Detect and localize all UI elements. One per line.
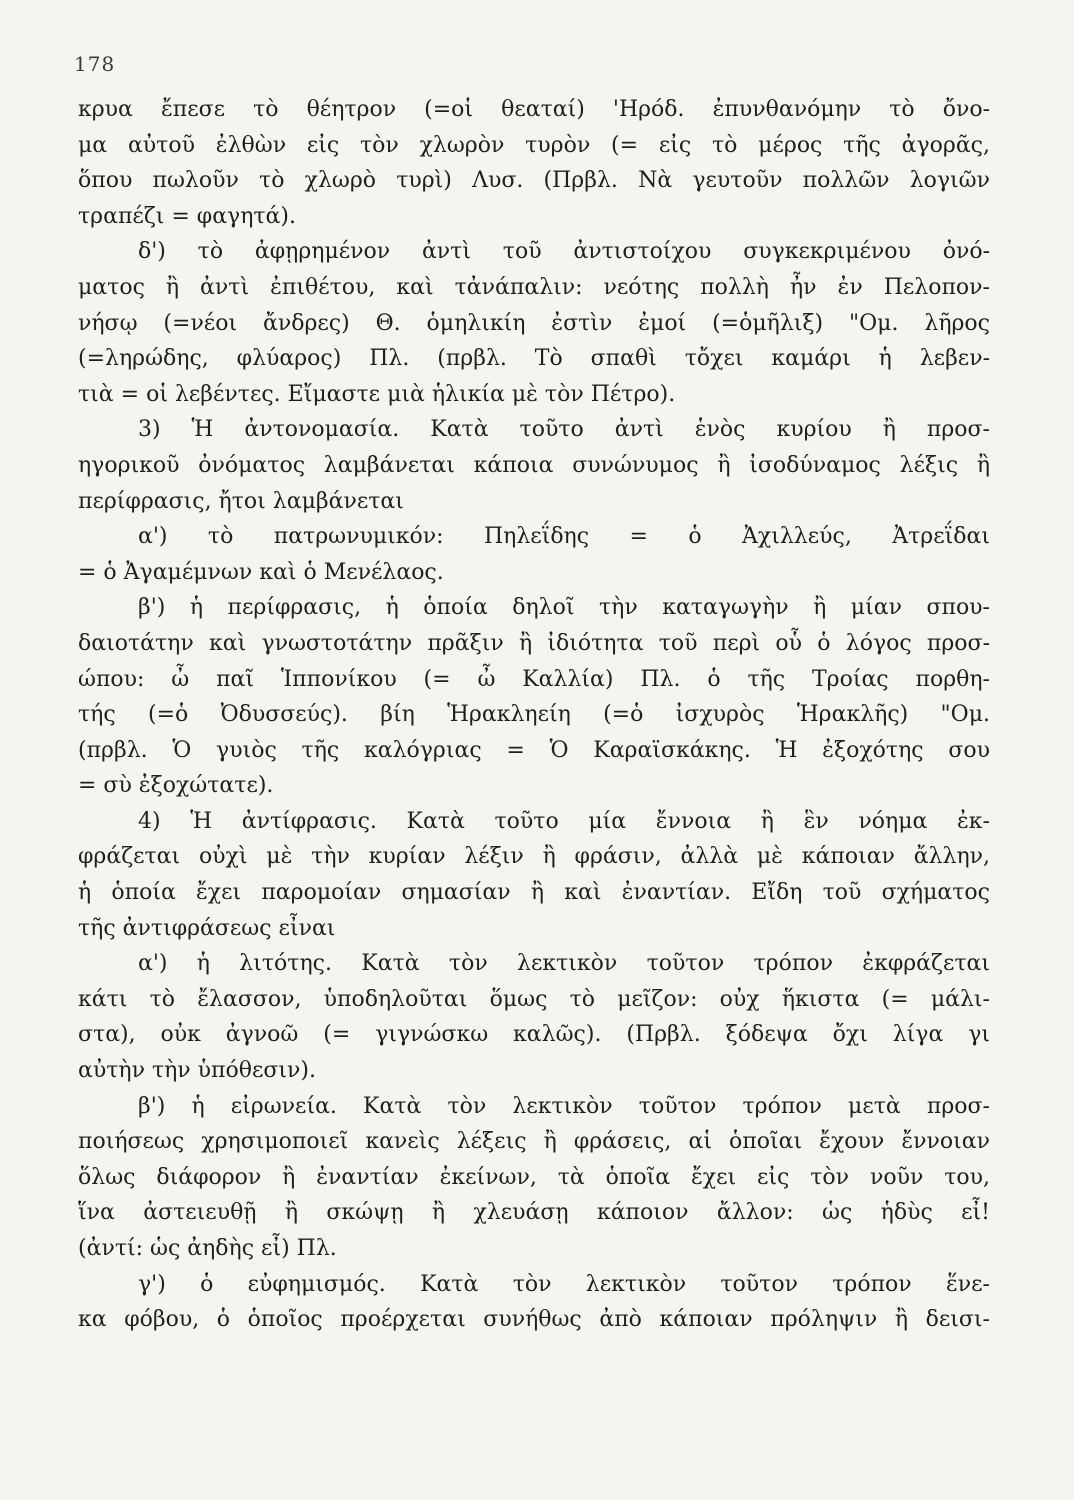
text-line: = ὁ Ἀγαμέμνων καὶ ὁ Μενέλαος. xyxy=(78,559,444,585)
text-line: αὐτὴν τὴν ὑπόθεσιν). xyxy=(78,1058,316,1084)
text-line: (=ληρώδης, φλύαρος) Πλ. (πρβλ. Τὸ σπαθὶ τὄχει καμάρι ἡ λεβεν- xyxy=(78,346,990,372)
text-line: ἵνα ἀστειευθῇ ἢ σκώψῃ ἢ χλευάσῃ κάποιον ἄλλον: ὡς ἡδὺς εἶ! xyxy=(78,1200,990,1226)
text-line: ὅπου πωλοῦν τὸ χλωρὸ τυρὶ) Λυσ. (Πρβλ. Νὰ γευτοῦν πολλῶν λογιῶν xyxy=(78,168,990,194)
text-line: τιὰ = οἱ λεβέντες. Εἴμαστε μιὰ ἡλικία μὲ τὸν Πέτρο). xyxy=(78,381,676,407)
text-line: = σὺ ἐξοχώτατε). xyxy=(78,773,274,799)
text-line: α') τὸ πατρωνυμικόν: Πηλεΐδης = ὁ Ἀχιλλεύς, Ἀτρεΐδαι xyxy=(138,524,990,550)
text-line: κα φόβου, ὁ ὁποῖος προέρχεται συνήθως ἀπὸ κάποιαν πρόληψιν ἢ δεισι- xyxy=(78,1307,990,1333)
text-line: ὅλως διάφορον ἢ ἐναντίαν ἐκείνων, τὰ ὁποῖα ἔχει εἰς τὸν νοῦν του, xyxy=(78,1164,990,1190)
text-line: ἡ ὁποία ἔχει παρομοίαν σημασίαν ἢ καὶ ἐναντίαν. Εἴδη τοῦ σχήματος xyxy=(78,880,990,906)
text-line: κρυα ἔπεσε τὸ θέητρον (=οἱ θεαταί) 'Ηρόδ. ἐπυνθανόμην τὸ ὄνο- xyxy=(78,97,990,122)
page-number: 178 xyxy=(74,52,116,76)
text-line: κάτι τὸ ἔλασσον, ὑποδηλοῦται ὅμως τὸ μεῖζον: οὐχ ἥκιστα (= μάλι- xyxy=(78,986,990,1012)
text-line: β') ἡ περίφρασις, ἡ ὁποία δηλοῖ τὴν καταγωγὴν ἢ μίαν σπου- xyxy=(138,595,990,621)
text-line: (ἀντί: ὡς ἀηδὴς εἶ) Πλ. xyxy=(78,1236,337,1261)
text-line: στα), οὐκ ἀγνοῶ (= γιγνώσκω καλῶς). (Πρβλ. ξόδεψα ὄχι λίγα γι xyxy=(78,1022,990,1048)
text-line: ηγορικοῦ ὀνόματος λαμβάνεται κάποια συνώνυμος ἢ ἰσοδύναμος λέξις ἢ xyxy=(78,452,990,478)
body-text xyxy=(78,92,990,1338)
text-line: β') ἡ εἰρωνεία. Κατὰ τὸν λεκτικὸν τοῦτον τρόπον μετὰ προσ- xyxy=(138,1093,990,1119)
text-line: ώπου: ὦ παῖ Ἱππονίκου (= ὦ Καλλία) Πλ. ὁ τῆς Τροίας πορθη- xyxy=(78,666,990,692)
text-line: α') ἡ λιτότης. Κατὰ τὸν λεκτικὸν τοῦτον τρόπον ἐκφράζεται xyxy=(138,951,990,977)
text-line: γ') ὁ εὐφημισμός. Κατὰ τὸν λεκτικὸν τοῦτον τρόπον ἕνε- xyxy=(138,1271,990,1297)
text-line: μα αὐτοῦ ἐλθὼν εἰς τὸν χλωρὸν τυρὸν (= εἰς τὸ μέρος τῆς ἀγορᾶς, xyxy=(78,132,990,158)
text-line: τῆς ἀντιφράσεως εἶναι xyxy=(78,915,336,941)
text-line: τραπέζι = φαγητά). xyxy=(78,203,296,229)
text-line: (πρβλ. Ὁ γυιὸς τῆς καλόγριας = Ὁ Καραϊσκάκης. Ἡ ἐξοχότης σου xyxy=(78,737,990,763)
text-line: φράζεται οὐχὶ μὲ τὴν κυρίαν λέξιν ἢ φράσιν, ἀλλὰ μὲ κάποιαν ἄλλην, xyxy=(78,844,990,870)
text-line: δ') τὸ ἀφῃρημένον ἀντὶ τοῦ ἀντιστοίχου συγκεκριμένου ὀνό- xyxy=(138,239,990,265)
text-line: νήσῳ (=νέοι ἄνδρες) Θ. ὁμηλικίη ἐστὶν ἐμοί (=ὁμῆλιξ) "Ομ. λῆρος xyxy=(78,310,990,336)
text-line: 3) Ἡ ἀντονομασία. Κατὰ τοῦτο ἀντὶ ἑνὸς κυρίου ἢ προσ- xyxy=(138,417,990,443)
text-line: ματος ἢ ἀντὶ ἐπιθέτου, καὶ τἀνάπαλιν: νεότης πολλὴ ἦν ἐν Πελοπον- xyxy=(78,274,990,300)
text-line: ποιήσεως χρησιμοποιεῖ κανεὶς λέξεις ἢ φράσεις, αἱ ὁποῖαι ἔχουν ἔννοιαν xyxy=(78,1129,990,1155)
text-line: 4) Ἡ ἀντίφρασις. Κατὰ τοῦτο μία ἔννοια ἢ ἓν νόημα ἐκ- xyxy=(138,808,990,834)
text-line: περίφρασις, ἤτοι λαμβάνεται xyxy=(78,488,404,514)
text-line: τής (=ὁ Ὀδυσσεύς). βίη Ἡρακληείη (=ὁ ἰσχυρὸς Ἡρακλῆς) "Ομ. xyxy=(78,702,990,728)
text-line: δαιοτάτην καὶ γνωστοτάτην πρᾶξιν ἢ ἰδιότητα τοῦ περὶ οὗ ὁ λόγος προσ- xyxy=(78,630,990,656)
